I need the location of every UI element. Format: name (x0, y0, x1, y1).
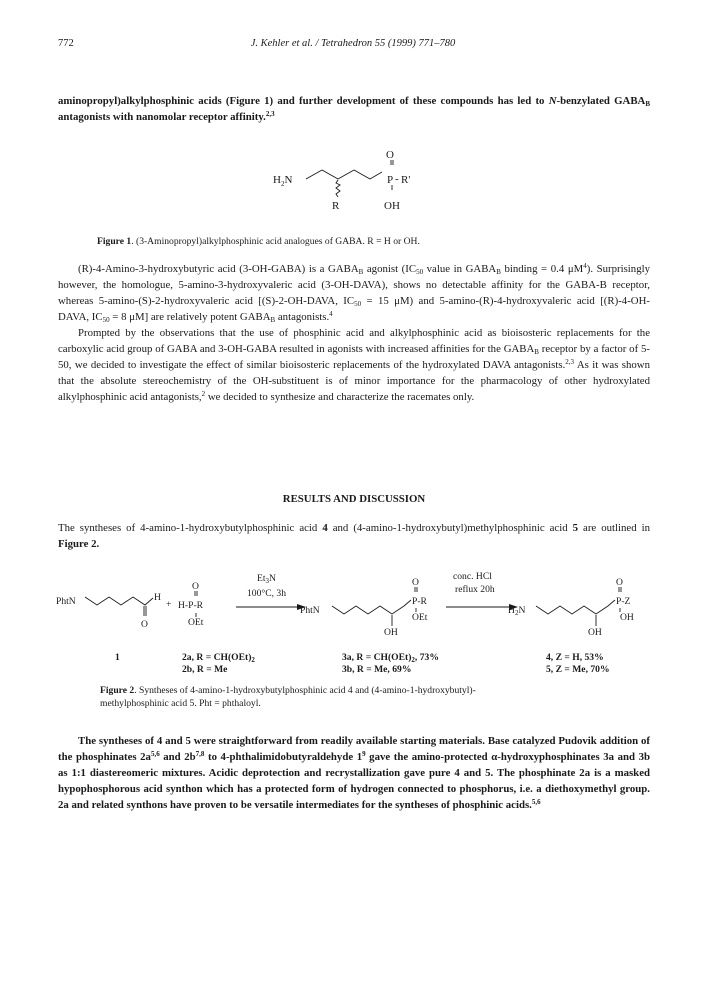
running-title: J. Kehler et al. / Tetrahedron 55 (1999) 771–780 (250, 38, 456, 49)
fig1-r-group: R (332, 200, 340, 212)
fig2-oh-4b: OH (588, 627, 602, 638)
arrow1-reagent: $Et_3N$ (257, 573, 276, 585)
compound-1-label: 1 (115, 652, 120, 663)
fig2-plus: + (166, 599, 172, 610)
syntheses-paragraph: The syntheses of 4 and 5 were straightforward from readily available starting materials. Base catalyzed Pudovik addition of the phosphinates $2a^{5,6}$ and $2b^{7,8}$ to 4-phthalimidobutyraldehyde $1^9$ gave the amino-protected α-hydroxyphosphinates 3a and 3b as 1:1 diastereomeric mixtures. Acidic deprotection and recrystallization gave pure 4 and 5. The phosphinate 2a is a masked hypophosphorous acid synthon which has a protected form of hydrogen connected to phosphorus, i.e. a diethoxymethyl group. 2a and related synthons have proven to be versatile intermediates for the syntheses of phosphinic acids.$^{5,6}$ (58, 735, 650, 811)
fig2-pz: P-Z (616, 596, 631, 607)
figure2-caption (100, 684, 510, 710)
figure1-label: Figure 1 (97, 236, 132, 247)
arrow2-condition: reflux 20h (455, 584, 495, 595)
page-header (58, 38, 648, 54)
svg-text:-: - (395, 173, 399, 185)
arrow2-reagent: conc. HCl (453, 571, 492, 582)
compound-3a-label: 3a, $R = CH(OEt)_2$, 73% (342, 652, 439, 664)
compound-4-label: 4, Z = H, 53% (546, 652, 604, 663)
fig1-amine: $H_2N$ (273, 174, 293, 188)
compound-2a-label: 2a, $R = CH(OEt)_2$ (182, 652, 255, 664)
compound-5-label: 5, Z = Me, 70% (546, 664, 610, 675)
intro-paragraph: aminopropyl)alkylphosphinic acids (Figure 1) and further development of these compounds has led to N-benzylated $GABA_B$ antagonists with nanomolar receptor affinity.$^{2,3}$ (58, 95, 651, 123)
figure1-caption (97, 235, 420, 248)
fig1-phosphorus: P (387, 174, 394, 186)
fig2-pr: P-R (412, 596, 427, 607)
figure1-structure (262, 148, 462, 220)
compound-3b-label: 3b, R = Me, 69% (342, 664, 412, 675)
fig2-hpr: H-P-R (178, 600, 204, 611)
fig1-r-prime: R' (401, 174, 411, 186)
section-heading: RESULTS AND DISCUSSION (282, 493, 426, 505)
figure2-caption-text: . Syntheses of 4-amino-1-hydroxybutylphosphinic acid 4 and (4-amino-1-hydroxybutyl)-methylphosphinic acid 5. Pht = phthaloyl. (100, 685, 476, 709)
fig2-oxygen-4: O (616, 577, 623, 588)
fig2-oxygen-3: O (412, 577, 419, 588)
fig2-oet-2: OEt (188, 617, 204, 628)
syntheses-intro: The syntheses of 4-amino-1-hydroxybutylphosphinic acid 4 and (4-amino-1-hydroxybutyl)methylphosphinic acid 5 are outlined in Figure 2. (58, 522, 651, 550)
fig2-aldehyde-o: O (141, 619, 148, 630)
page-number: 772 (58, 38, 74, 49)
arrow1-condition: 100°C, 3h (247, 588, 287, 599)
figure2-label: Figure 2 (100, 685, 135, 696)
fig2-oh-3: OH (384, 627, 398, 638)
body-paragraphs: (R)-4-Amino-3-hydroxybutyric acid (3-OH-GABA) is a $GABA_B$ agonist ($IC_{50}$ value in $GABA_B$ binding = 0.4 $\mu M^4$). Surprisingly however, the homologue, 5-amino-3-hydroxyvaleric acid (3-OH-DAVA), shows no detectable affinity for the GABA-B receptor, whereas 5-amino-(S)-2-hydroxyvaleric acid [(S)-2-OH-DAVA, $IC_{50} = 15$ μM) and 5-amino-(R)-4-hydroxyvaleric acid [(R)-4-OH-DAVA, $IC_{50} = 8$ μM] are relatively potent $GABA_B$ antagonists.$^4$ Prompted by the observations that the use of phosphinic acid and alkylphosphinic acid as bioisosteric replacements for the carboxylic acid group of GABA and 3-OH-GABA resulted in agonists with increased affinities for the $GABA_B$ receptor by a factor of 5-50, we decided to investigate the effect of similar bioisosteric replacements of the hydroxylated DAVA antagonists.$^{2,3}$ As it was shown that the absolute stereochemistry of the OH-substituent is of minor importance for the pharmacology of other hydroxylated alkylphosphinic acid antagonists,$^2$ we decided to synthesize and characterize the racemates only. (58, 262, 650, 403)
compound-2b-label: 2b, R = Me (182, 664, 228, 675)
fig1-hydroxyl: OH (384, 200, 400, 212)
fig2-phtn-3: PhtN (300, 605, 320, 616)
figure2-scheme (50, 568, 670, 698)
fig2-amine-4: $H_2N$ (508, 605, 526, 617)
fig2-oh-4: OH (620, 612, 634, 623)
fig2-aldehyde-h: H (154, 592, 161, 603)
fig2-oet-3: OEt (412, 612, 428, 623)
fig2-phtn-1: PhtN (56, 596, 76, 607)
fig2-oxygen-2: O (192, 581, 199, 592)
fig1-oxygen: O (386, 149, 394, 161)
figure1-caption-text: . (3-Aminopropyl)alkylphosphinic acid analogues of GABA. R = H or OH. (131, 236, 420, 247)
